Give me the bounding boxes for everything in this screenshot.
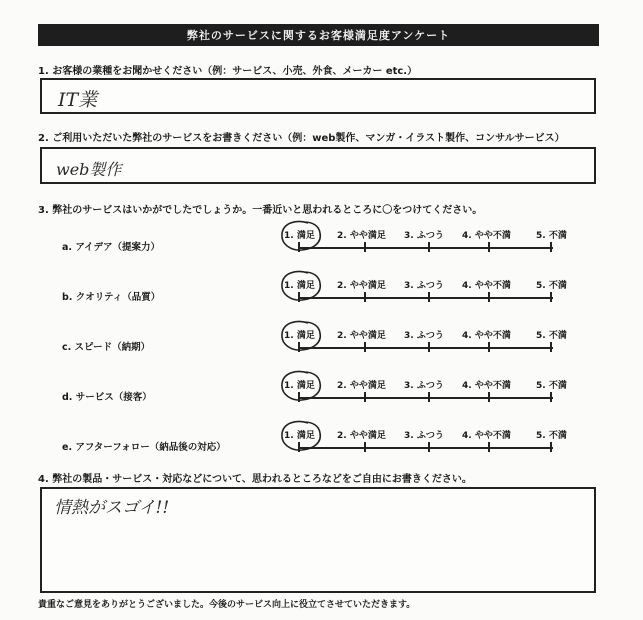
rating-tick — [364, 342, 366, 352]
rating-tick — [550, 342, 552, 352]
rating-row — [0, 322, 643, 372]
question-1-answer: IT業 — [58, 89, 98, 111]
rating-tick — [428, 442, 430, 452]
rating-option-2[interactable]: 2. やや満足 — [337, 381, 386, 391]
rating-option-2[interactable]: 2. やや満足 — [337, 431, 386, 441]
rating-scale-line — [299, 347, 553, 349]
rating-tick — [488, 242, 490, 252]
rating-scale-line — [299, 297, 553, 299]
rating-option-5[interactable]: 5. 不満 — [536, 231, 567, 241]
rating-option-3[interactable]: 3. ふつう — [404, 281, 444, 291]
rating-option-3[interactable]: 3. ふつう — [404, 331, 444, 341]
rating-row — [0, 422, 643, 472]
rating-option-1[interactable]: 1. 満足 — [284, 281, 315, 291]
rating-option-2[interactable]: 2. やや満足 — [337, 281, 386, 291]
question-4-label: 4. 弊社の製品・サービス・対応などについて、思われるところなどをご自由にお書きください。 — [38, 474, 472, 485]
rating-tick — [550, 292, 552, 302]
rating-option-1[interactable]: 1. 満足 — [284, 381, 315, 391]
rating-tick — [428, 292, 430, 302]
rating-option-4[interactable]: 4. やや不満 — [462, 281, 511, 291]
rating-option-1[interactable]: 1. 満足 — [284, 331, 315, 341]
rating-option-3[interactable]: 3. ふつう — [404, 381, 444, 391]
rating-scale-line — [299, 247, 553, 249]
selected-circle-mark — [278, 219, 324, 253]
rating-scale-line — [299, 397, 553, 399]
rating-tick — [364, 242, 366, 252]
rating-row-label: d. サービス（接客） — [62, 392, 152, 403]
question-4-answer-box[interactable] — [40, 487, 596, 593]
selected-circle-mark — [278, 369, 324, 403]
rating-tick — [364, 392, 366, 402]
survey-title: 弊社のサービスに関するお客様満足度アンケート — [38, 24, 599, 46]
rating-row-label: e. アフターフォロー（納品後の対応） — [62, 442, 226, 453]
rating-row-label: c. スピード（納期） — [62, 342, 151, 353]
rating-option-4[interactable]: 4. やや不満 — [462, 381, 511, 391]
rating-tick — [488, 292, 490, 302]
rating-tick — [428, 342, 430, 352]
rating-option-2[interactable]: 2. やや満足 — [337, 331, 386, 341]
rating-option-4[interactable]: 4. やや不満 — [462, 331, 511, 341]
rating-option-1[interactable]: 1. 満足 — [284, 231, 315, 241]
footer-thanks: 貴重なご意見をありがとうございました。今後のサービス向上に役立てさせていただきます。 — [38, 600, 416, 610]
rating-row — [0, 222, 643, 272]
rating-row — [0, 272, 643, 322]
question-2-answer: web製作 — [56, 160, 122, 179]
rating-tick — [428, 392, 430, 402]
rating-tick — [364, 442, 366, 452]
rating-tick — [488, 342, 490, 352]
rating-tick — [550, 442, 552, 452]
rating-option-5[interactable]: 5. 不満 — [536, 431, 567, 441]
rating-tick — [428, 242, 430, 252]
selected-circle-mark — [278, 269, 324, 303]
question-2-answer-box[interactable] — [40, 147, 596, 184]
rating-option-2[interactable]: 2. やや満足 — [337, 231, 386, 241]
selected-circle-mark — [278, 419, 324, 453]
rating-tick — [550, 242, 552, 252]
rating-row-label: a. アイデア（提案力） — [62, 242, 160, 253]
rating-tick — [550, 392, 552, 402]
rating-option-1[interactable]: 1. 満足 — [284, 431, 315, 441]
question-2-label: 2. ご利用いただいた弊社のサービスをお書きください（例：web製作、マンガ・イラスト製作、コンサルサービス） — [38, 133, 565, 144]
rating-row-label: b. クオリティ（品質） — [62, 292, 161, 303]
rating-option-5[interactable]: 5. 不満 — [536, 381, 567, 391]
rating-tick — [488, 392, 490, 402]
rating-scale-line — [299, 447, 553, 449]
rating-option-4[interactable]: 4. やや不満 — [462, 231, 511, 241]
rating-tick — [488, 442, 490, 452]
rating-option-5[interactable]: 5. 不満 — [536, 281, 567, 291]
question-1-answer-box[interactable] — [40, 78, 596, 114]
selected-circle-mark — [278, 319, 324, 353]
rating-option-5[interactable]: 5. 不満 — [536, 331, 567, 341]
rating-tick — [364, 292, 366, 302]
question-3-label: 3. 弊社のサービスはいかがでしたでしょうか。一番近いと思われるところに〇をつけてください。 — [38, 205, 483, 216]
question-1-label: 1. お客様の業種をお聞かせください（例：サービス、小売、外食、メーカー etc.） — [38, 66, 418, 77]
rating-option-3[interactable]: 3. ふつう — [404, 231, 444, 241]
question-4-answer: 情熱がスゴイ!! — [54, 498, 170, 518]
rating-row — [0, 372, 643, 422]
rating-option-3[interactable]: 3. ふつう — [404, 431, 444, 441]
rating-option-4[interactable]: 4. やや不満 — [462, 431, 511, 441]
